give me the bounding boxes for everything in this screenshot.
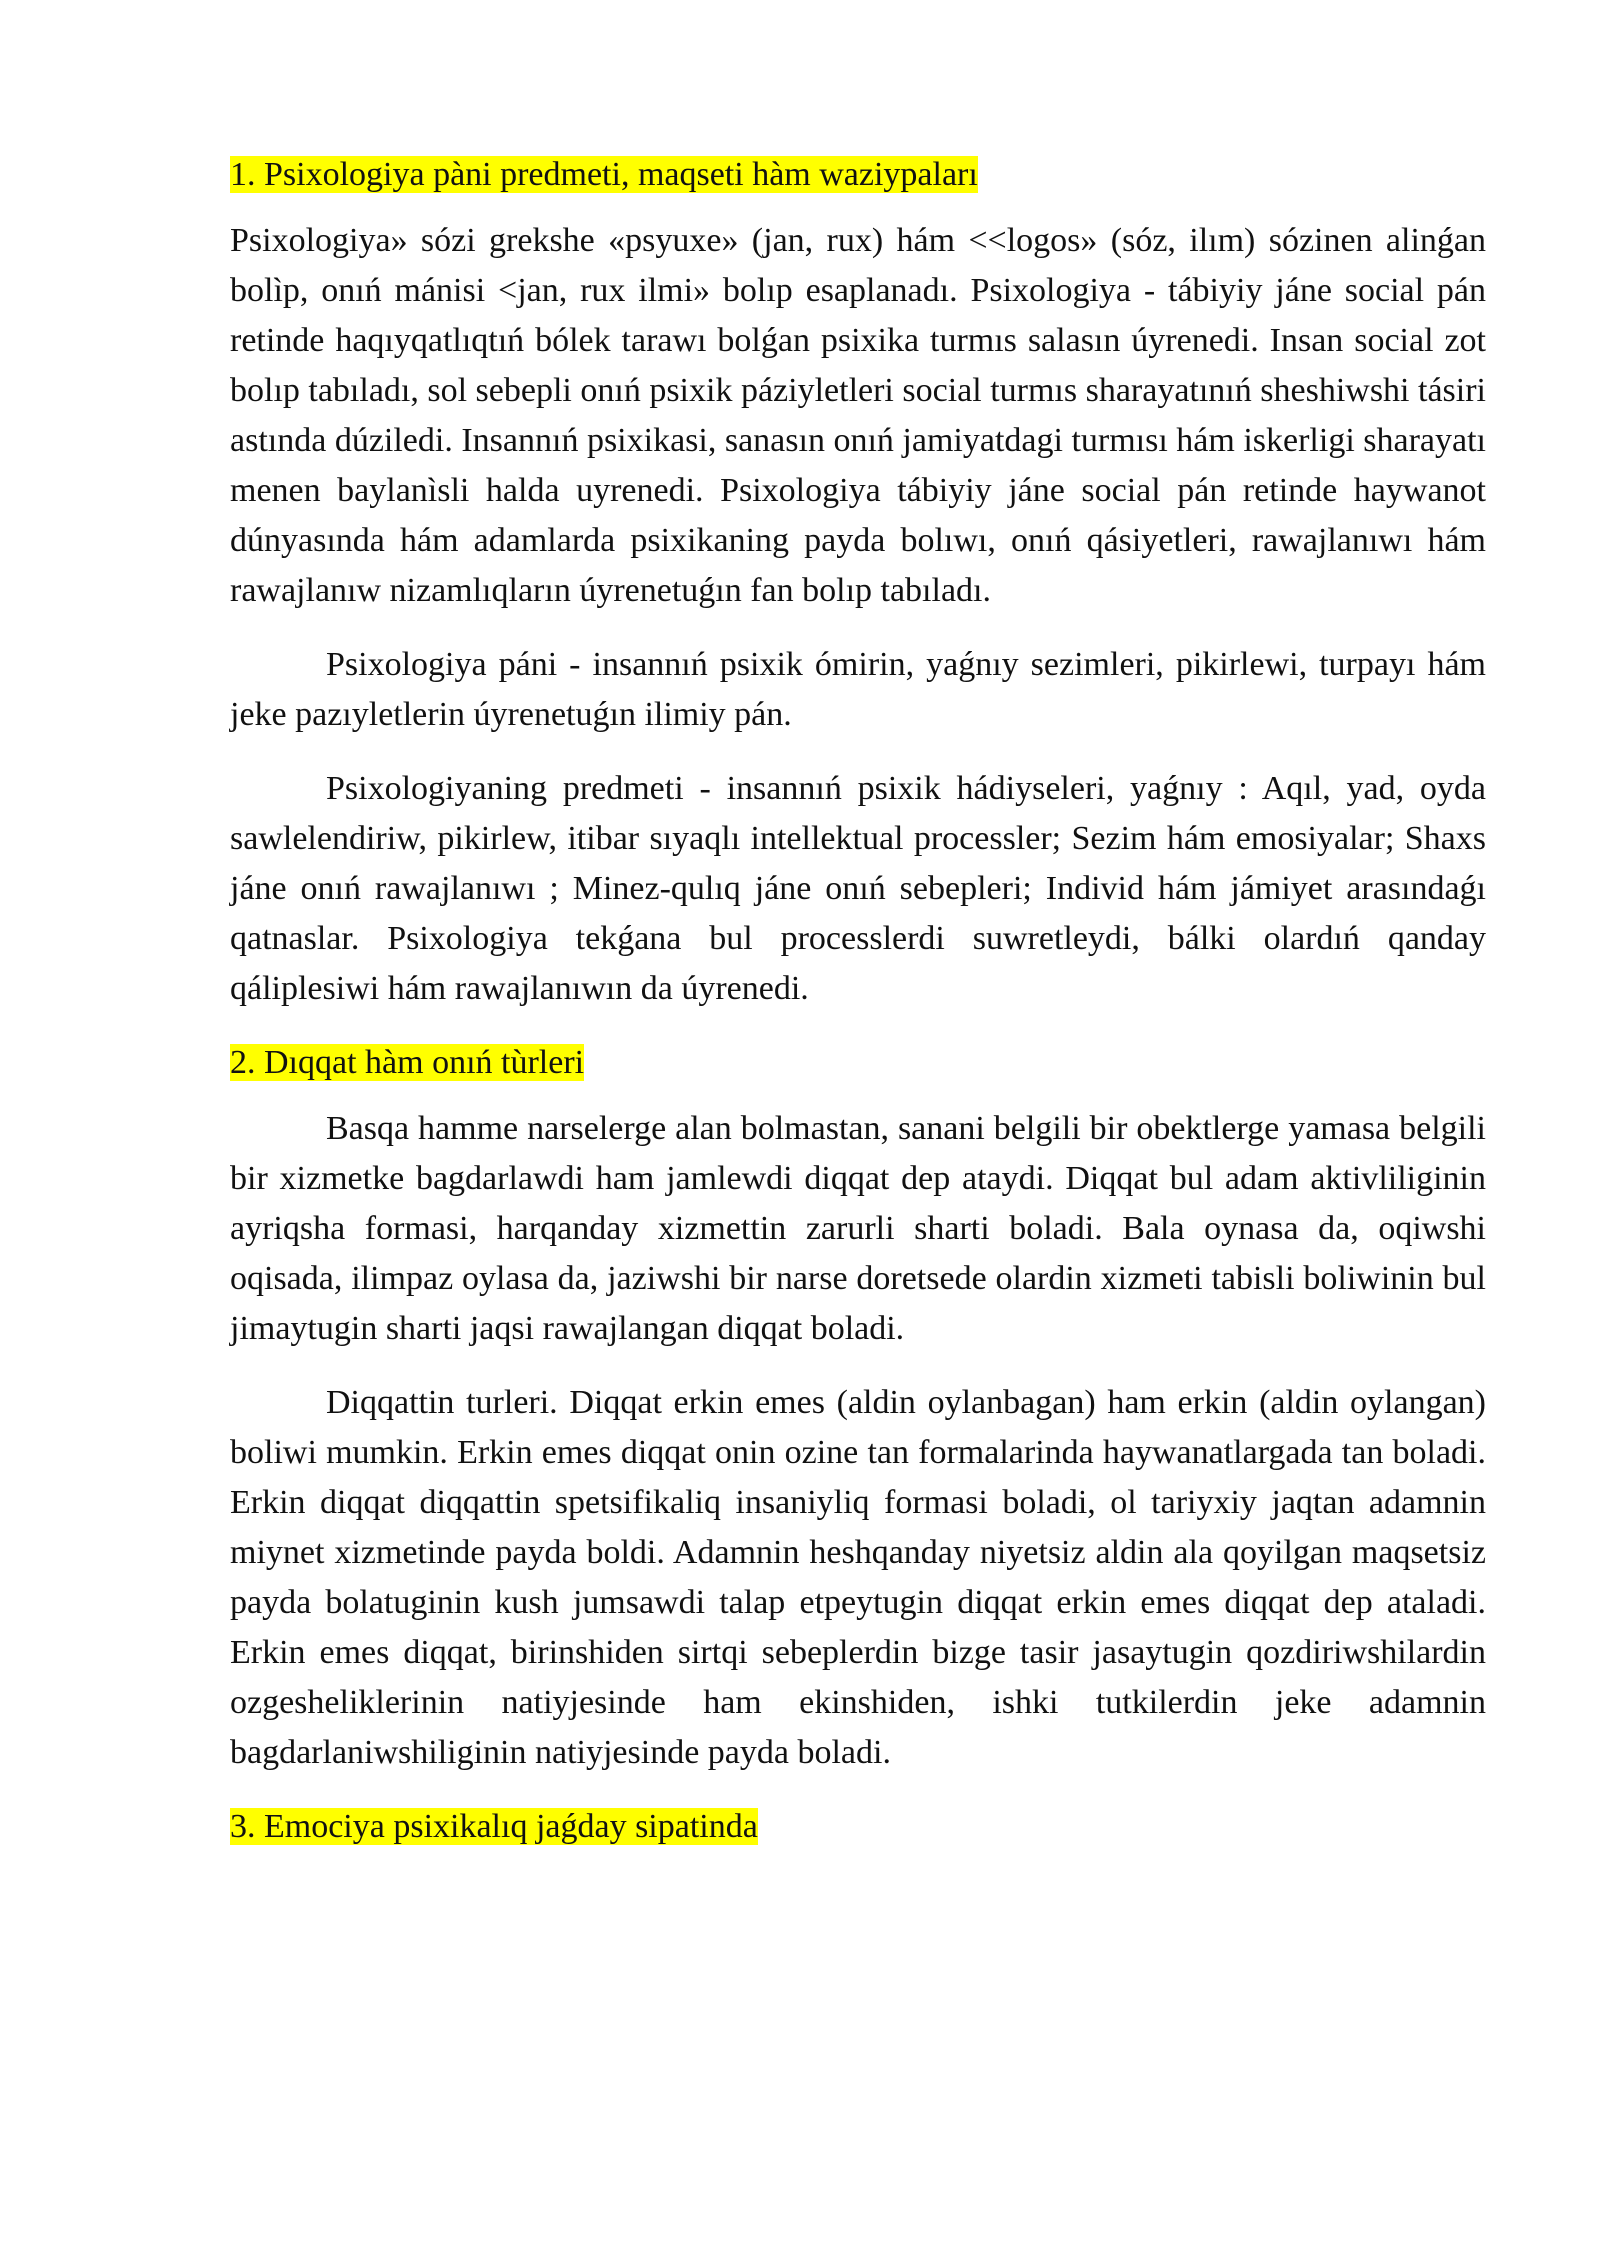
section-1-heading-text: 1. Psixologiya pàni predmeti, maqseti hàm waziypaları — [230, 156, 978, 193]
section-2-paragraph-1: Basqa hamme narselerge alan bolmastan, sanani belgili bir obektlerge yamasa belgili bir xizmetke bagdarlawdi ham jamlewdi diqqat dep ataydi. Diqqat bul adam aktivliliginin ayriqsha formasi, harqanday xizmettin zarurli sharti boladi. Bala oynasa da, oqiwshi oqisada, ilimpaz oylasa da, jaziwshi bir narse doretsede olardin xizmeti tabisli boliwinin bul jimaytugin sharti jaqsi rawajlangan diqqat boladi. — [230, 1110, 1486, 1347]
section-2-heading — [230, 1038, 1486, 1088]
section-2-heading-text: 2. Dıqqat hàm onıń tùrleri — [230, 1044, 585, 1081]
section-1-heading — [230, 150, 1486, 200]
document-page — [230, 150, 1486, 1868]
section-2-paragraph-2: Diqqattin turleri. Diqqat erkin emes (aldin oylanbagan) ham erkin (aldin oylangan) boliwi mumkin. Erkin emes diqqat onin ozine tan formalarinda haywanatlargada tan boladi. Erkin diqqat diqqattin spetsifikaliq insaniyliq formasi boladi, ol tariyxiy jaqtan adamnin miynet xizmetinde payda boldi. Adamnin heshqanday niyetsiz aldin ala qoyilgan maqsetsiz payda bolatuginin kush jumsawdi talap etpeytugin diqqat erkin emes diqqat dep ataladi. Erkin emes diqqat, birinshiden sirtqi sebeplerdin bizge tasir jasaytugin qozdiriwshilardin ozgesheliklerinin natiyjesinde ham ekinshiden, ishki tutkilerdin jeke adamnin bagdarlaniwshiliginin natiyjesinde payda boladi. — [230, 1384, 1486, 1771]
section-1-paragraph-2: Psixologiya páni - insannıń psixik ómirin, yaǵnıy sezimleri, pikirlewi, turpayı hám jeke pazıyletlerin úyrenetuǵın ilimiy pán. — [230, 646, 1486, 733]
section-1-paragraph-3: Psixologiyaning predmeti - insannıń psixik hádiyseleri, yaǵnıy : Aqıl, yad, oyda sawlelendiriw, pikirlew, itibar sıyaqlı intellektual processler; Sezim hám emosiyalar; Shaxs jáne onıń rawajlanıwı ; Minez-qulıq jáne onıń sebepleri; Individ hám jámiyet arasındaǵı qatnaslar. Psixologiya tekǵana bul processlerdi suwretleydi, bálki olardıń qanday qáliplesiwi hám rawajlanıwın da úyrenedi. — [230, 770, 1486, 1007]
section-3-heading — [230, 1802, 1486, 1852]
section-1-paragraph-1: Psixologiya» sózi grekshe «psyuxe» (jan, rux) hám <<logos» (sóz, ilım) sózinen alinǵan bolìp, onıń mánisi <jan, rux ilmi» bolıp esaplanadı. Psixologiya - tábiyiy jáne social pán retinde haqıyqatlıqtıń bólek tarawı bolǵan psixika turmıs salasın úyrenedi. Insan social zot bolıp tabıladı, sol sebepli onıń psixik páziyletleri social turmıs sharayatınıń sheshiwshi tásiri astında dúziledi. Insannıń psixikasi, sanasın onıń jamiyatdagi turmısı hám iskerligi sharayatı menen baylanìsli halda uyrenedi. Psixologiya tábiyiy jáne social pán retinde haywanot dúnyasında hám adamlarda psixikaning payda bolıwı, onıń qásiyetleri, rawajlanıwı hám rawajlanıw nizamlıqların úyrenetuǵın fan bolıp tabıladı. — [230, 222, 1486, 609]
section-3-heading-text: 3. Emociya psixikalıq jaǵday sipatinda — [230, 1808, 758, 1845]
